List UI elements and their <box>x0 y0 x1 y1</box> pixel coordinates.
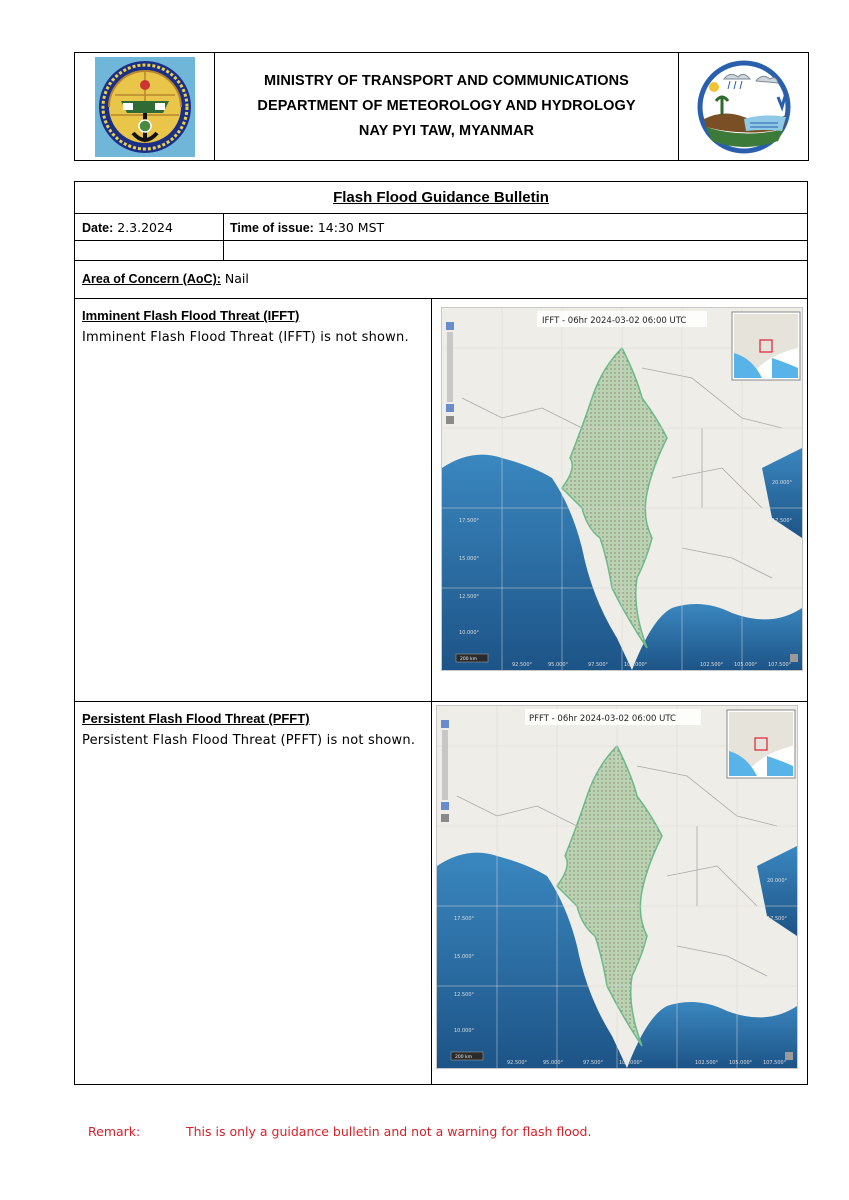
lat-label-1: 17.500° <box>459 518 479 524</box>
lat-label-2: 15.000° <box>454 954 474 960</box>
lat-label-4: 10.000° <box>454 1028 474 1034</box>
remark-label: Remark: <box>88 1124 141 1139</box>
letterhead <box>74 52 809 161</box>
zoom-slider[interactable] <box>447 332 453 402</box>
bulletin-title: Flash Flood Guidance Bulletin <box>75 182 807 214</box>
lat-label-3: 12.500° <box>454 992 474 998</box>
zoom-out-icon[interactable] <box>446 404 454 412</box>
ministry-logo <box>75 53 215 160</box>
lon-label-6: 105.000° <box>729 1060 753 1066</box>
letterhead-titles <box>215 53 678 160</box>
ifft-body: Imminent Flash Flood Threat (IFFT) is not shown. <box>82 330 409 345</box>
zoom-in-icon[interactable] <box>446 322 454 330</box>
ifft-map-image <box>442 308 802 670</box>
lat-label-4: 10.000° <box>459 630 479 636</box>
area-of-concern-row <box>75 261 807 299</box>
lat-label-2: 15.000° <box>459 556 479 562</box>
lon-label-3: 97.500° <box>588 662 608 668</box>
scale-label: 200 km <box>455 1055 473 1060</box>
pfft-body: Persistent Flash Flood Threat (PFFT) is not shown. <box>82 733 416 748</box>
lon-label-2: 95.000° <box>548 662 568 668</box>
pfft-map-image <box>437 706 797 1068</box>
pfft-text <box>82 708 420 752</box>
pfft-map <box>436 705 798 1069</box>
aoc-cell <box>82 271 249 286</box>
right-lat-label-2: 17.500° <box>772 518 792 524</box>
ministry-emblem-icon <box>93 55 197 159</box>
scale-label: 200 km <box>460 657 478 662</box>
aoc-value: Nail <box>224 271 249 286</box>
right-lat-label-1: 20.000° <box>767 878 787 884</box>
department-name: DEPARTMENT OF METEOROLOGY AND HYDROLOGY <box>257 98 636 114</box>
date-cell <box>75 214 223 240</box>
ifft-map <box>441 307 803 671</box>
lon-label-1: 92.500° <box>507 1060 527 1066</box>
date-divider <box>223 214 224 261</box>
lon-label-4: 100.000° <box>624 662 648 668</box>
time-cell <box>230 220 384 235</box>
lon-label-1: 92.500° <box>512 662 532 668</box>
department-logo <box>678 53 808 160</box>
ifft-text <box>82 305 420 349</box>
lon-label-6: 105.000° <box>734 662 758 668</box>
date-time-row <box>75 214 807 261</box>
bulletin-table <box>74 181 808 1085</box>
info-icon[interactable] <box>446 416 454 424</box>
aoc-label: Area of Concern (AoC): <box>82 272 221 286</box>
zoom-slider[interactable] <box>442 730 448 800</box>
lon-label-7: 107.500° <box>763 1060 787 1066</box>
lon-label-3: 97.500° <box>583 1060 603 1066</box>
lon-label-5: 102.500° <box>700 662 724 668</box>
ministry-name: MINISTRY OF TRANSPORT AND COMMUNICATIONS <box>264 73 629 89</box>
right-lat-label-1: 20.000° <box>772 480 792 486</box>
zoom-in-icon[interactable] <box>441 720 449 728</box>
ifft-heading: Imminent Flash Flood Threat (IFFT) <box>82 308 300 323</box>
right-lat-label-2: 17.500° <box>767 916 787 922</box>
map-info-icon[interactable] <box>785 1052 793 1060</box>
hydrological-cycle-icon <box>694 57 794 157</box>
lon-label-5: 102.500° <box>695 1060 719 1066</box>
lat-label-1: 17.500° <box>454 916 474 922</box>
ifft-map-caption: IFFT - 06hr 2024-03-02 06:00 UTC <box>542 316 687 326</box>
location-name: NAY PYI TAW, MYANMAR <box>358 123 535 139</box>
zoom-out-icon[interactable] <box>441 802 449 810</box>
lon-label-7: 107.500° <box>768 662 792 668</box>
lat-label-3: 12.500° <box>459 594 479 600</box>
remark <box>88 1124 591 1139</box>
lon-label-2: 95.000° <box>543 1060 563 1066</box>
time-label: Time of issue: <box>230 221 314 235</box>
remark-text: This is only a guidance bulletin and not a warning for flash flood. <box>186 1124 592 1139</box>
map-info-icon[interactable] <box>790 654 798 662</box>
lon-label-4: 100.000° <box>619 1060 643 1066</box>
date-row-divider <box>75 240 807 241</box>
pfft-map-caption: PFFT - 06hr 2024-03-02 06:00 UTC <box>529 714 676 724</box>
pfft-heading: Persistent Flash Flood Threat (PFFT) <box>82 711 310 726</box>
date-value: 2.3.2024 <box>117 220 173 235</box>
time-value: 14:30 MST <box>317 220 385 235</box>
info-icon[interactable] <box>441 814 449 822</box>
date-label: Date: <box>82 221 114 235</box>
